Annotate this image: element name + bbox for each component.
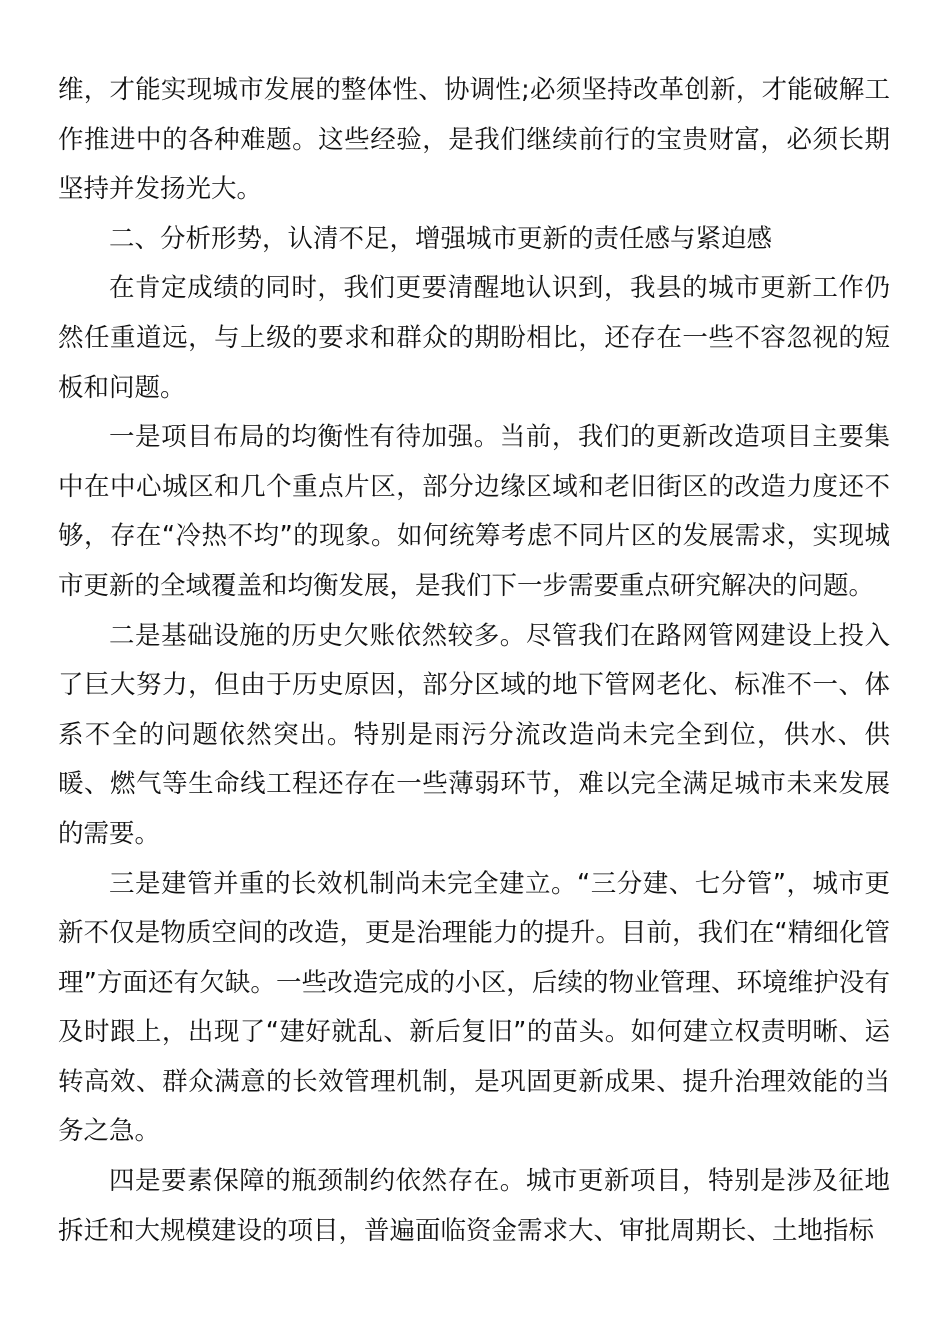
section-heading: 二、分析形势，认清不足，增强城市更新的责任感与紧迫感 bbox=[109, 223, 773, 254]
paragraph-point-two: 二是基础设施的历史欠账依然较多。尽管我们在路网管网建设上投入了巨大努力，但由于历史原因，部分区域的地下管网老化、标准不一、体系不全的问题依然突出。特别是雨污分流改造尚未完全到位，供水、供暖、燃气等生命线工程还存在一些薄弱环节，难以完全满足城市未来发展的需要。 bbox=[58, 620, 890, 849]
paragraph-point-four: 四是要素保障的瓶颈制约依然存在。城市更新项目，特别是涉及征地拆迁和大规模建设的项目，普遍面临资金需求大、审批周期长、土地指标 bbox=[58, 1166, 890, 1246]
paragraph-continuation: 维，才能实现城市发展的整体性、协调性;必须坚持改革创新，才能破解工作推进中的各种难题。这些经验，是我们继续前行的宝贵财富，必须长期坚持并发扬光大。 bbox=[58, 75, 890, 205]
paragraph-point-three: 三是建管并重的长效机制尚未完全建立。“三分建、七分管”，城市更新不仅是物质空间的改造，更是治理能力的提升。目前，我们在“精细化管理”方面还有欠缺。一些改造完成的小区，后续的物业管理、环境维护没有及时跟上，出现了“建好就乱、新后复旧”的苗头。如何建立权责明晰、运转高效、群众满意的长效管理机制，是巩固更新成果、提升治理效能的当务之急。 bbox=[58, 868, 890, 1147]
paragraph-point-one: 一是项目布局的均衡性有待加强。当前，我们的更新改造项目主要集中在中心城区和几个重点片区，部分边缘区域和老旧街区的改造力度还不够，存在“冷热不均”的现象。如何统筹考虑不同片区的发展需求，实现城市更新的全域覆盖和均衡发展，是我们下一步需要重点研究解决的问题。 bbox=[58, 422, 890, 601]
document-body bbox=[58, 66, 890, 1256]
paragraph-intro: 在肯定成绩的同时，我们更要清醒地认识到，我县的城市更新工作仍然任重道远，与上级的要求和群众的期盼相比，还存在一些不容忽视的短板和问题。 bbox=[58, 273, 890, 403]
